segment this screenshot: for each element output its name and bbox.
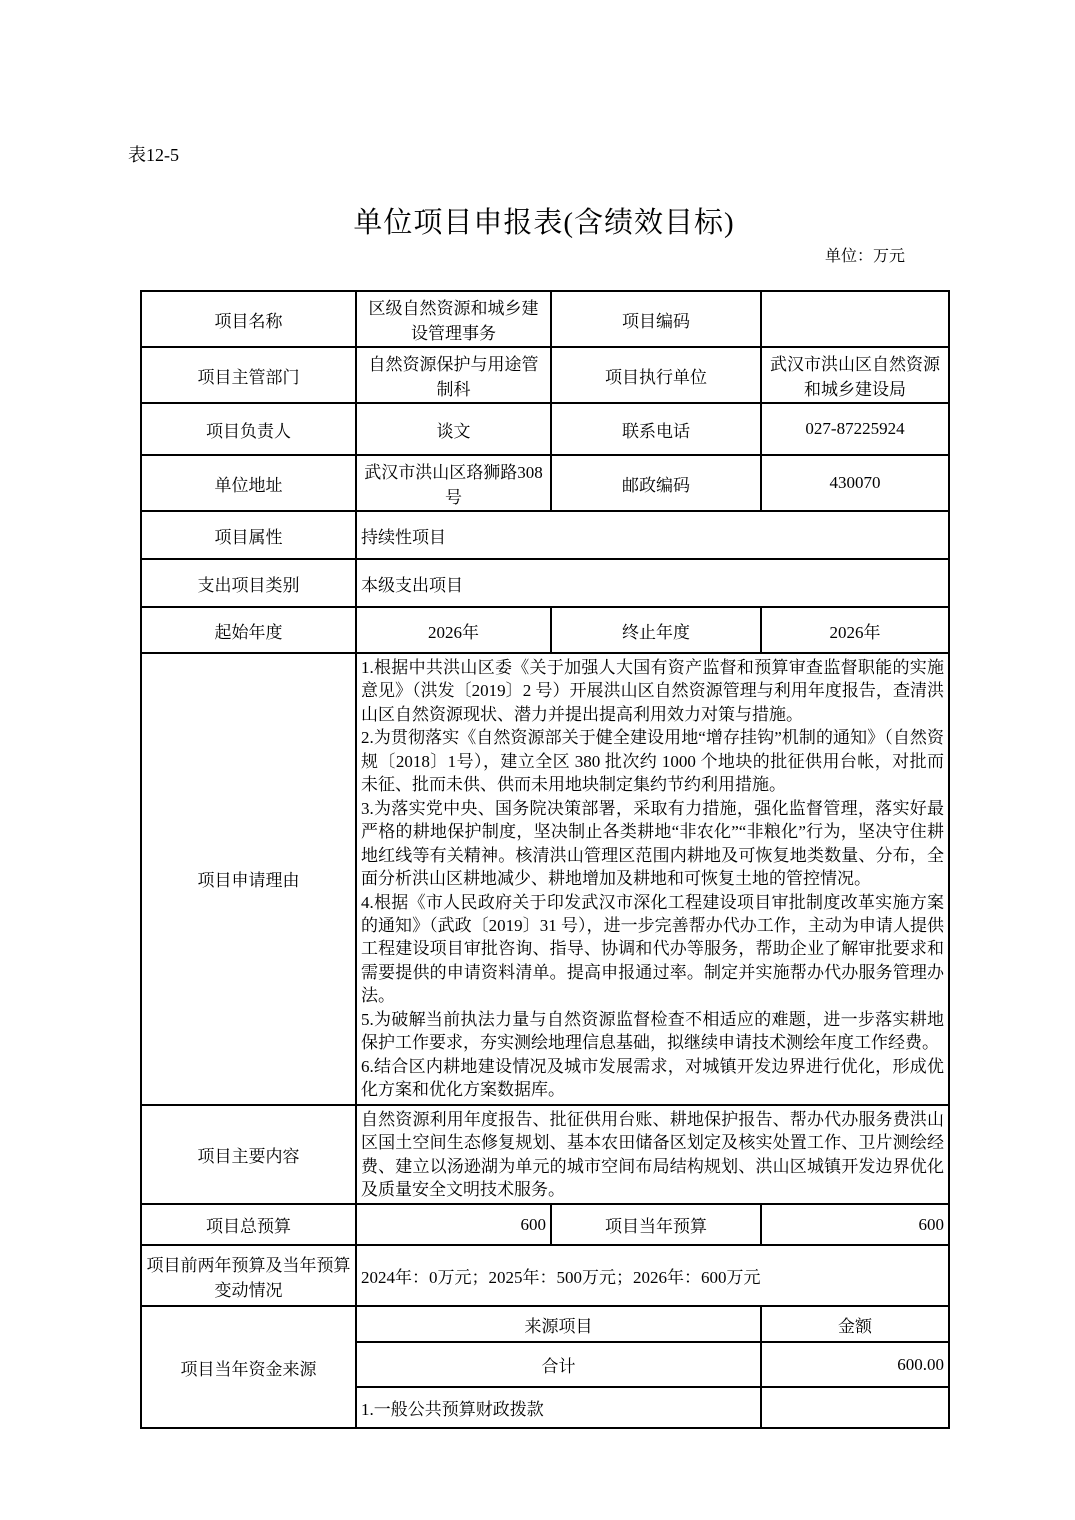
attribute-label: 项目属性	[141, 511, 356, 559]
table-row	[141, 511, 949, 559]
project-name-label: 项目名称	[141, 291, 356, 347]
table-row	[141, 347, 949, 403]
project-name-value: 区级自然资源和城乡建设管理事务	[356, 291, 551, 347]
budget-change-value: 2024年：0万元；2025年：500万元；2026年：600万元	[356, 1245, 949, 1306]
reason-item-4: 4.根据《市人民政府关于印发武汉市深化工程建设项目审批制度改革实施方案的通知》（武政〔2019〕31 号），进一步完善帮办代办工作，主动为申请人提供工程建设项目审批咨询、指导、协调和代办等服务，帮助企业了解审批要求和需要提供的申请资料清单。提高申报通过率。制定并实施帮办代办服务管理办法。	[361, 892, 944, 1006]
table-row	[141, 403, 949, 455]
total-budget-value: 600	[356, 1204, 551, 1245]
table-row	[141, 559, 949, 607]
main-content-value: 自然资源利用年度报告、批征供用台账、耕地保护报告、帮办代办服务费洪山区国土空间生态修复规划、基本农田储备区划定及核实处置工作、卫片测绘经费、建立以汤逊湖为单元的城市空间布局结构规划、洪山区城镇开发边界优化及质量安全文明技术服务。	[356, 1105, 949, 1205]
funding-item1-label: 1.一般公共预算财政拨款	[356, 1387, 761, 1428]
address-value: 武汉市洪山区珞狮路308号	[356, 455, 551, 511]
leader-label: 项目负责人	[141, 403, 356, 455]
reason-item-5: 5.为破解当前执法力量与自然资源监督检查不相适应的难题，进一步落实耕地保护工作要求，夯实测绘地理信息基础，拟继续申请技术测绘年度工作经费。	[361, 1009, 944, 1053]
address-label: 单位地址	[141, 455, 356, 511]
project-code-value	[761, 291, 949, 347]
end-year-label: 终止年度	[551, 607, 761, 653]
funding-total-amount: 600.00	[761, 1342, 949, 1387]
end-year-value: 2026年	[761, 607, 949, 653]
unit-note: 单位：万元	[824, 248, 905, 265]
project-code-label: 项目编码	[551, 291, 761, 347]
main-content-label: 项目主要内容	[141, 1105, 356, 1205]
start-year-label: 起始年度	[141, 607, 356, 653]
table-row	[141, 607, 949, 653]
funding-item1-amount	[761, 1387, 949, 1428]
expense-type-value: 本级支出项目	[356, 559, 949, 607]
table-row	[141, 291, 949, 347]
reason-item-2: 2.为贯彻落实《自然资源部关于健全建设用地“增存挂钩”机制的通知》（自然资规〔2018〕1号），建立全区 380 批次约 1000 个地块的批征供用台帐，对批而未征、批而未供、供而未用地块制定集约节约利用措施。	[361, 728, 944, 795]
table-row	[141, 1105, 949, 1205]
table-number: 表12-5	[128, 145, 179, 165]
postcode-label: 邮政编码	[551, 455, 761, 511]
budget-change-label: 项目前两年预算及当年预算变动情况	[141, 1245, 356, 1306]
page-title: 单位项目申报表(含绩效目标)	[353, 207, 735, 239]
table-row	[141, 653, 949, 1105]
project-declaration-table	[140, 290, 950, 1429]
total-budget-label: 项目总预算	[141, 1204, 356, 1245]
exec-unit-label: 项目执行单位	[551, 347, 761, 403]
current-budget-label: 项目当年预算	[551, 1204, 761, 1245]
leader-value: 谈文	[356, 403, 551, 455]
postcode-value: 430070	[761, 455, 949, 511]
attribute-value: 持续性项目	[356, 511, 949, 559]
dept-value: 自然资源保护与用途管制科	[356, 347, 551, 403]
reason-item-6: 6.结合区内耕地建设情况及城市发展需求，对城镇开发边界进行优化，形成优化方案和优化方案数据库。	[361, 1056, 944, 1100]
funding-total-label: 合计	[356, 1342, 761, 1387]
reason-label: 项目申请理由	[141, 653, 356, 1105]
reason-item-1: 1.根据中共洪山区委《关于加强人大国有资产监督和预算审查监督职能的实施意见》（洪发〔2019〕2 号）开展洪山区自然资源管理与利用年度报告，查清洪山区自然资源现状、潜力并提出提高利用效力对策与措施。	[361, 658, 944, 724]
funding-header-amount: 金额	[761, 1306, 949, 1342]
reason-value	[356, 653, 949, 1105]
funding-header-source: 来源项目	[356, 1306, 761, 1342]
reason-item-3: 3.为落实党中央、国务院决策部署，采取有力措施，强化监督管理，落实好最严格的耕地保护制度，坚决制止各类耕地“非农化”“非粮化”行为，坚决守住耕地红线等有关精神。核清洪山管理区范围内耕地及可恢复地类数量、分布，全面分析洪山区耕地减少、耕地增加及耕地和可恢复土地的管控情况。	[361, 798, 944, 889]
dept-label: 项目主管部门	[141, 347, 356, 403]
exec-unit-value: 武汉市洪山区自然资源和城乡建设局	[761, 347, 949, 403]
table-row	[141, 1245, 949, 1306]
start-year-value: 2026年	[356, 607, 551, 653]
funding-source-label: 项目当年资金来源	[141, 1306, 356, 1428]
phone-label: 联系电话	[551, 403, 761, 455]
table-row	[141, 1306, 949, 1342]
table-row	[141, 1204, 949, 1245]
phone-value: 027-87225924	[761, 403, 949, 455]
expense-type-label: 支出项目类别	[141, 559, 356, 607]
current-budget-value: 600	[761, 1204, 949, 1245]
table-row	[141, 455, 949, 511]
